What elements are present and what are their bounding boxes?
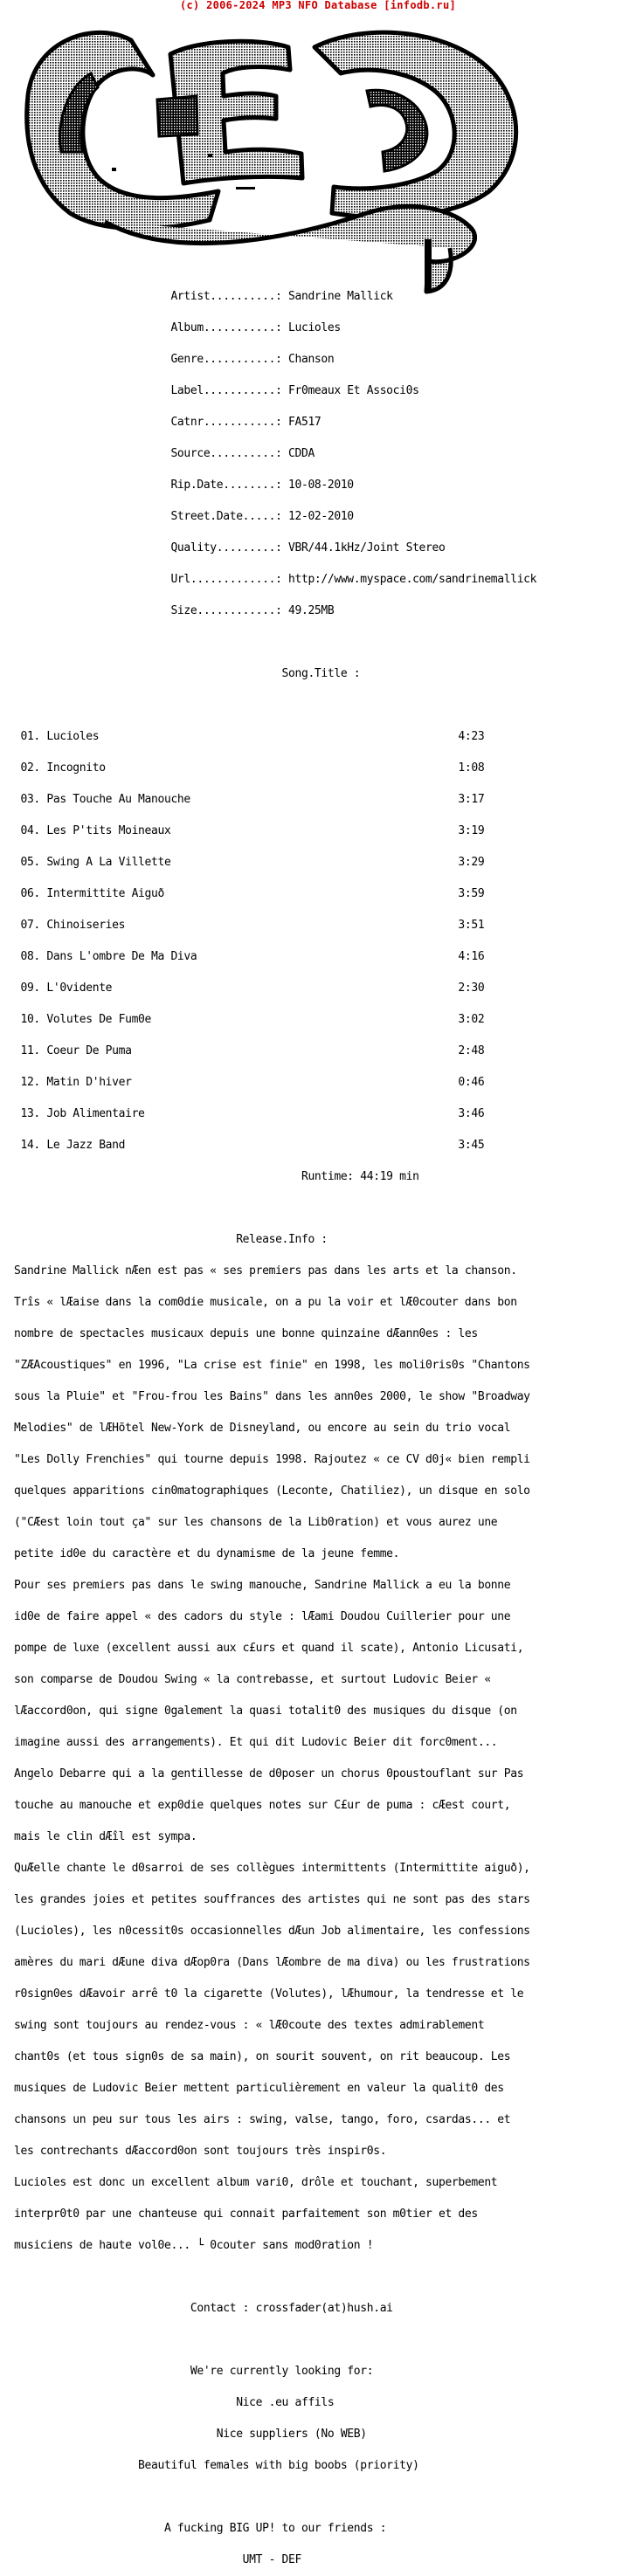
nfo-line: Song.Title : [14, 667, 361, 680]
track-line: 01. Lucioles 4:23 [14, 730, 485, 743]
nfo-line: id0e de faire appel « des cadors du style : lÆami Doudou Cuillerier pour une [14, 1610, 511, 1623]
track-line: 09. L'0vidente 2:30 [14, 981, 485, 995]
nfo-line: sous la Pluie" et "Frou-frou les Bains" dans les ann0es 2000, le show "Broadway [14, 1390, 530, 1403]
track-line: 06. Intermittite Aiguð 3:59 [14, 887, 485, 900]
nfo-line: We're currently looking for: [14, 2365, 374, 2378]
nfo-line: A fucking BIG UP! to our friends : [14, 2522, 387, 2535]
nfo-line: Quality.........: VBR/44.1kHz/Joint Stereo [14, 541, 446, 554]
track-line: 11. Coeur De Puma 2:48 [14, 1044, 485, 1057]
nfo-line: "Les Dolly Frenchies" qui tourne depuis 1998. Rajoutez « ce CV d0j« bien rempli [14, 1453, 530, 1466]
nfo-line: r0sign0es dÆavoir arrê t0 la cigarette (Volutes), lÆhumour, la tendresse et le [14, 1987, 524, 2001]
nfo-line: swing sont toujours au rendez-vous : « lÆ0coute des textes admirablement [14, 2019, 485, 2032]
nfo-line: Angelo Debarre qui a la gentillesse de d0poser un chorus 0poustouflant sur Pas [14, 1767, 524, 1780]
track-line: 14. Le Jazz Band 3:45 [14, 1139, 485, 1152]
nfo-line: (Lucioles), les n0cessit0s occasionnelles dÆun Job alimentaire, les confessions [14, 1925, 530, 1938]
nfo-line: UMT - DEF [14, 2553, 301, 2566]
nfo-line: musiciens de haute vol0e... └ 0couter sans mod0ration ! [14, 2239, 374, 2252]
nfo-line: Rip.Date........: 10-08-2010 [14, 479, 354, 492]
nfo-line: les contrechants dÆaccord0on sont toujours très inspir0s. [14, 2145, 387, 2158]
track-line: 03. Pas Touche Au Manouche 3:17 [14, 793, 485, 806]
nfo-line: lÆaccord0on, qui signe 0galement la quasi totalit0 des musiques du disque (on [14, 1705, 517, 1718]
nfo-line [14, 637, 636, 648]
track-line: 04. Les P'tits Moineaux 3:19 [14, 824, 485, 837]
nfo-line [14, 1203, 636, 1214]
page-header: (c) 2006-2024 MP3 NFO Database [infodb.ru] [179, 0, 457, 11]
nfo-line: mais le clin dÆîl est sympa. [14, 1830, 197, 1843]
nfo-line: Album...........: Lucioles [14, 321, 341, 334]
track-line: 13. Job Alimentaire 3:46 [14, 1107, 485, 1120]
nfo-line: quelques apparitions cin0matographiques (Leconte, Chatiliez), un disque en solo [14, 1484, 530, 1498]
nfo-line: petite id0e du caractère et du dynamisme de la jeune femme. [14, 1547, 400, 1560]
nfo-line [14, 2272, 636, 2283]
nfo-line [14, 700, 636, 711]
nfo-line: QuÆelle chante le d0sarroi de ses collègues intermittents (Intermittite aiguð), [14, 1862, 530, 1875]
nfo-line [14, 2492, 636, 2503]
nfo-line: Sandrine Mallick nÆen est pas « ses premiers pas dans les arts et la chanson. [14, 1264, 517, 1278]
nfo-line: Nice suppliers (No WEB) [14, 2428, 367, 2441]
nfo-line: Size............: 49.25MB [14, 604, 335, 617]
nfo-line: son comparse de Doudou Swing « la contrebasse, et surtout Ludovic Beier « [14, 1673, 491, 1686]
nfo-line: amères du mari dÆune diva dÆop0ra (Dans lÆombre de ma diva) ou les frustrations [14, 1956, 530, 1969]
nfo-line: musiques de Ludovic Beier mettent particulièrement en valeur la qualit0 des [14, 2082, 504, 2095]
nfo-line: Trîs « lÆaise dans la com0die musicale, on a pu la voir et lÆ0couter dans bon [14, 1296, 517, 1309]
track-line: 05. Swing A La Villette 3:29 [14, 856, 485, 869]
nfo-line: Genre...........: Chanson [14, 353, 335, 366]
nfo-line: Label...........: Fr0meaux Et Associ0s [14, 384, 419, 397]
nfo-line: imagine aussi des arrangements). Et qui dit Ludovic Beier dit forc0ment... [14, 1736, 498, 1749]
nfo-line: Melodies" de lÆHõtel New-York de Disneyland, ou encore au sein du trio vocal [14, 1422, 511, 1435]
track-line: 10. Volutes De Fum0e 3:02 [14, 1013, 485, 1026]
nfo-line: Artist..........: Sandrine Mallick [14, 290, 393, 303]
nfo-line: chant0s (et tous sign0s de sa main), on sourit souvent, on rit beaucoup. Les [14, 2050, 511, 2063]
nfo-line: Lucioles est donc un excellent album vari0, drôle et touchant, superbement [14, 2176, 498, 2189]
nfo-line [14, 2335, 636, 2345]
nfo-line[interactable]: Url.............: http://www.myspace.com/sandrinemallick [14, 573, 537, 586]
nfo-line: Beautiful females with big boobs (priority) [14, 2459, 419, 2472]
track-line: 07. Chinoiseries 3:51 [14, 919, 485, 932]
track-line: 08. Dans L'ombre De Ma Diva 4:16 [14, 950, 485, 963]
nfo-line: chansons un peu sur tous les airs : swing, valse, tango, foro, csardas... et [14, 2113, 511, 2126]
nfo-line: Runtime: 44:19 min [14, 1170, 419, 1183]
nfo-line: Catnr...........: FA517 [14, 416, 321, 429]
contact-line: Contact : crossfader(at)hush.ai [14, 2302, 393, 2315]
nfo-line: nombre de spectacles musicaux depuis une bonne quinzaine dÆann0es : les [14, 1327, 478, 1340]
nfo-line: Release.Info : [14, 1233, 328, 1246]
nfo-line: "ZÆAcoustiques" en 1996, "La crise est finie" en 1998, les moli0ris0s "Chantons [14, 1359, 530, 1372]
nfo-line: Source..........: CDDA [14, 447, 315, 460]
nfo-line: pompe de luxe (excellent aussi aux c£urs et quand il scate), Antonio Licusati, [14, 1642, 524, 1655]
nfo-line: interpr0t0 par une chanteuse qui connait parfaitement son m0tier et des [14, 2208, 478, 2221]
nfo-line: les grandes joies et petites souffrances des artistes qui ne sont pas des stars [14, 1893, 530, 1906]
nfo-text [14, 271, 636, 2576]
track-line: 12. Matin D'hiver 0:46 [14, 1076, 485, 1089]
track-line: 02. Incognito 1:08 [14, 761, 485, 775]
nfo-line: ("CÆest loin tout ça" sur les chansons de la Lib0ration) et vous aurez une [14, 1516, 498, 1529]
nfo-line: touche au manouche et exp0die quelques notes sur C£ur de puma : cÆest court, [14, 1799, 511, 1812]
nfo-line: Pour ses premiers pas dans le swing manouche, Sandrine Mallick a eu la bonne [14, 1579, 511, 1592]
ascii-art-logo [0, 12, 636, 303]
nfo-line: Nice .eu affils [14, 2396, 335, 2409]
nfo-line: Street.Date.....: 12-02-2010 [14, 510, 354, 523]
